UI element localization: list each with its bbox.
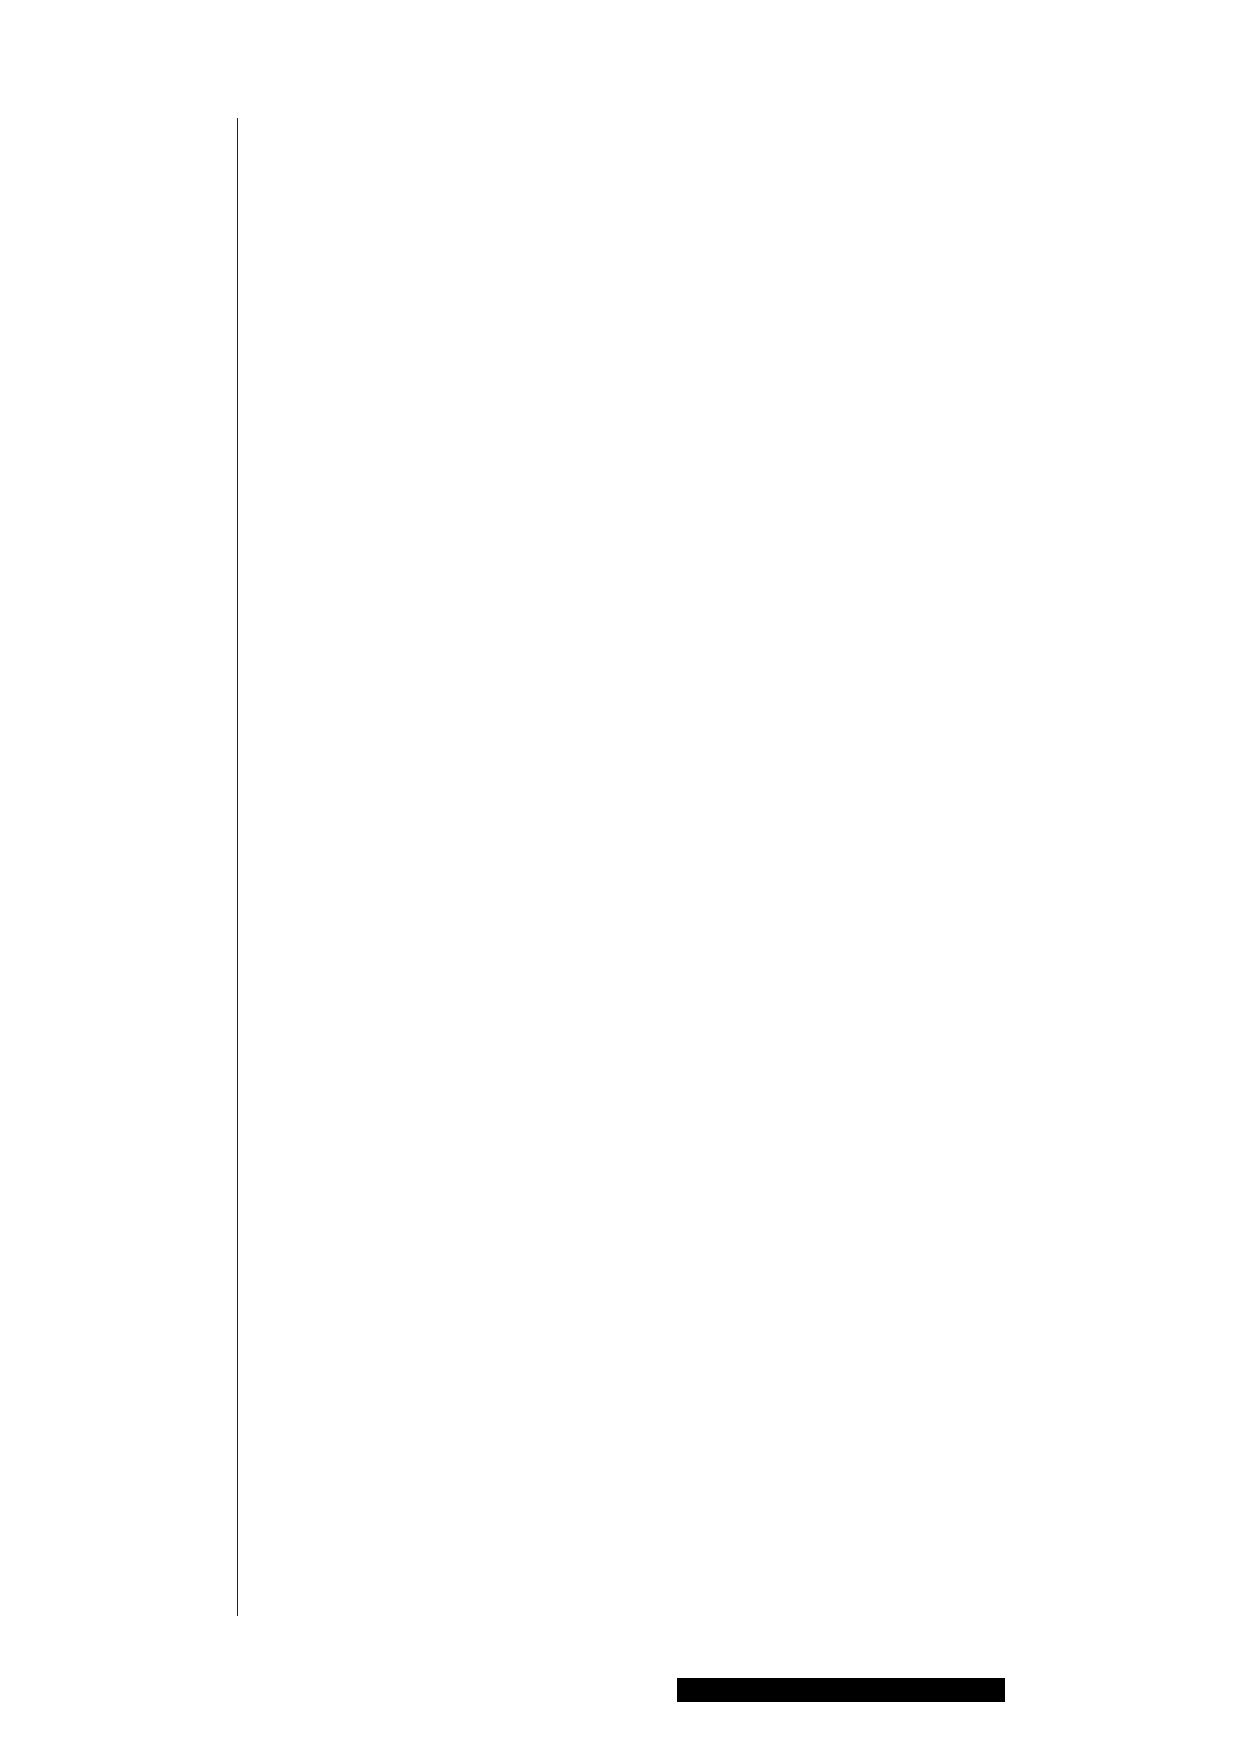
left-margin-rule bbox=[237, 118, 238, 1616]
redaction-block bbox=[677, 1678, 1005, 1702]
page-footer bbox=[0, 1678, 1240, 1704]
